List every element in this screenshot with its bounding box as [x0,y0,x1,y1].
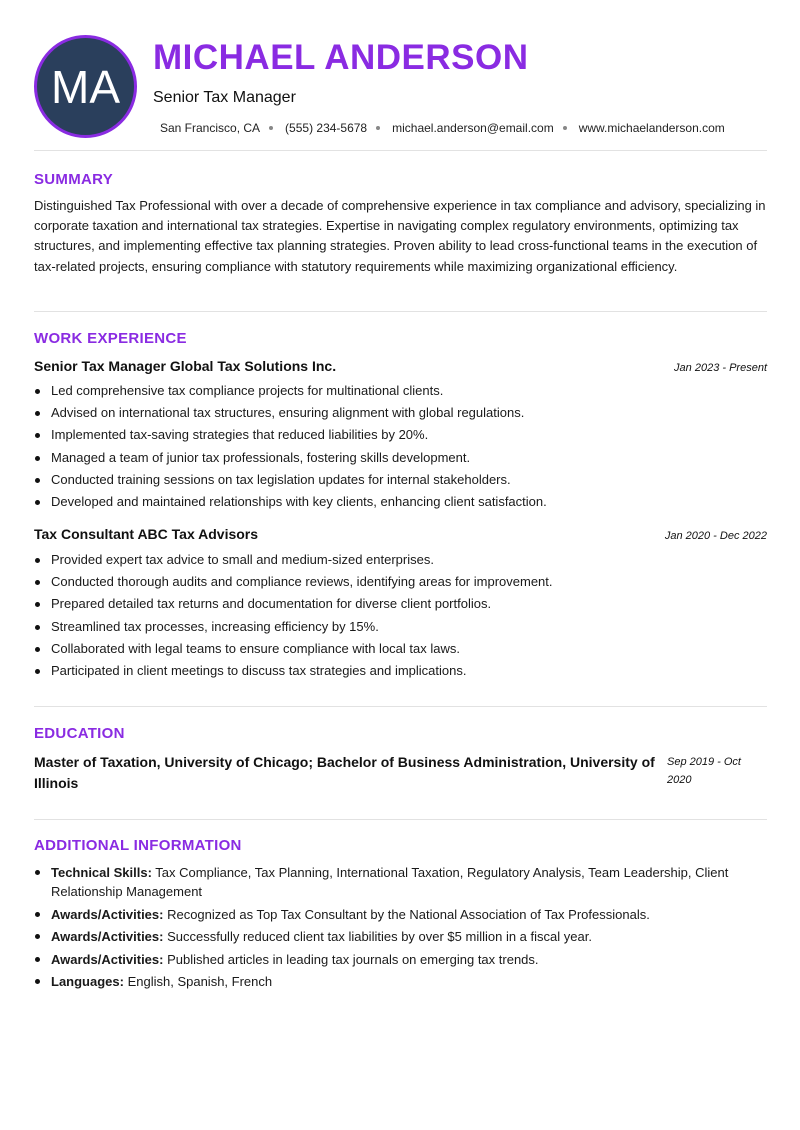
divider [34,706,767,707]
contact-email[interactable]: michael.anderson@email.com [392,121,554,135]
job-role: Senior Tax Manager Global Tax Solutions Inc. [34,358,337,374]
separator-dot-icon [376,126,380,130]
list-item: Implemented tax-saving strategies that reduced liabilities by 20%. [51,424,767,446]
info-text: Tax Compliance, Tax Planning, International Taxation, Regulatory Analysis, Team Leadership, Client Relationship Management [51,865,729,899]
contact-bar [160,121,725,135]
list-item: Collaborated with legal teams to ensure compliance with local tax laws. [51,638,767,660]
list-item: Developed and maintained relationships with key clients, enhancing client satisfaction. [51,491,767,513]
section-heading-additional: ADDITIONAL INFORMATION [34,837,242,854]
contact-website[interactable]: www.michaelanderson.com [578,121,725,135]
divider [34,819,767,820]
info-label: Awards/Activities: [51,929,164,944]
info-label: Languages: [51,974,124,989]
list-item: Managed a team of junior tax professionals, fostering skills development. [51,447,767,469]
list-item: Prepared detailed tax returns and documentation for diverse client portfolios. [51,593,767,615]
info-text: Successfully reduced client tax liabilities by over $5 million in a fiscal year. [163,929,592,944]
list-item [51,863,767,901]
separator-dot-icon [269,126,273,130]
job-header [34,358,767,374]
contact-phone: (555) 234-5678 [285,121,368,135]
list-item: Conducted thorough audits and compliance reviews, identifying areas for improvement. [51,571,767,593]
divider [34,311,767,312]
summary-text: Distinguished Tax Professional with over a decade of comprehensive experience in tax compliance and advisory, specializing in corporate taxation and international tax strategies. Expertise in navigating complex regulatory environments, optimizing tax structures, and implementing effective tax planning strategies. Proven ability to lead cross-functional teams in the execution of tax-related projects, ensuring compliance with statutory requirements while maximizing organizational efficiency. [34,198,766,274]
list-item [51,972,767,991]
info-text: Published articles in leading tax journals on emerging tax trends. [163,951,539,967]
list-item: Participated in client meetings to discuss tax strategies and implications. [51,660,767,682]
contact-location: San Francisco, CA [160,121,261,135]
info-label: Awards/Activities: [51,951,164,967]
job-header [34,526,767,542]
job-date: Jan 2023 - Present [674,362,767,374]
list-item [51,927,767,946]
education-entry [34,752,767,794]
list-item: Conducted training sessions on tax legislation updates for internal stakeholders. [51,469,767,491]
list-item: Advised on international tax structures, ensuring alignment with global regulations. [51,402,767,424]
info-text: English, Spanish, French [123,974,273,989]
job-date: Jan 2020 - Dec 2022 [664,530,767,542]
education-date: Sep 2019 - Oct 2020 [667,756,741,786]
list-item [51,950,767,969]
separator-dot-icon [563,126,567,130]
list-item [51,905,767,924]
job-role: Tax Consultant ABC Tax Advisors [34,526,259,542]
info-text: Recognized as Top Tax Consultant by the National Association of Tax Professionals. [163,906,650,922]
section-heading-experience: WORK EXPERIENCE [34,330,187,347]
list-item: Led comprehensive tax compliance projects for multinational clients. [51,380,767,402]
divider [34,150,767,151]
job-bullets [51,380,767,513]
education-degree: Master of Taxation, University of Chicago; Bachelor of Business Administration, University of Illinois [34,754,655,791]
job-bullets [51,549,767,682]
candidate-title: Senior Tax Manager [153,89,296,106]
avatar [34,35,137,138]
section-heading-education: EDUCATION [34,725,125,742]
candidate-name: MICHAEL ANDERSON [153,38,529,77]
avatar-initials: MA [51,60,120,113]
info-label: Technical Skills: [51,865,152,880]
list-item: Streamlined tax processes, increasing efficiency by 15%. [51,616,767,638]
additional-info-list [51,863,767,995]
info-label: Awards/Activities: [51,906,164,922]
section-heading-summary: SUMMARY [34,171,114,188]
list-item: Provided expert tax advice to small and medium-sized enterprises. [51,549,767,571]
